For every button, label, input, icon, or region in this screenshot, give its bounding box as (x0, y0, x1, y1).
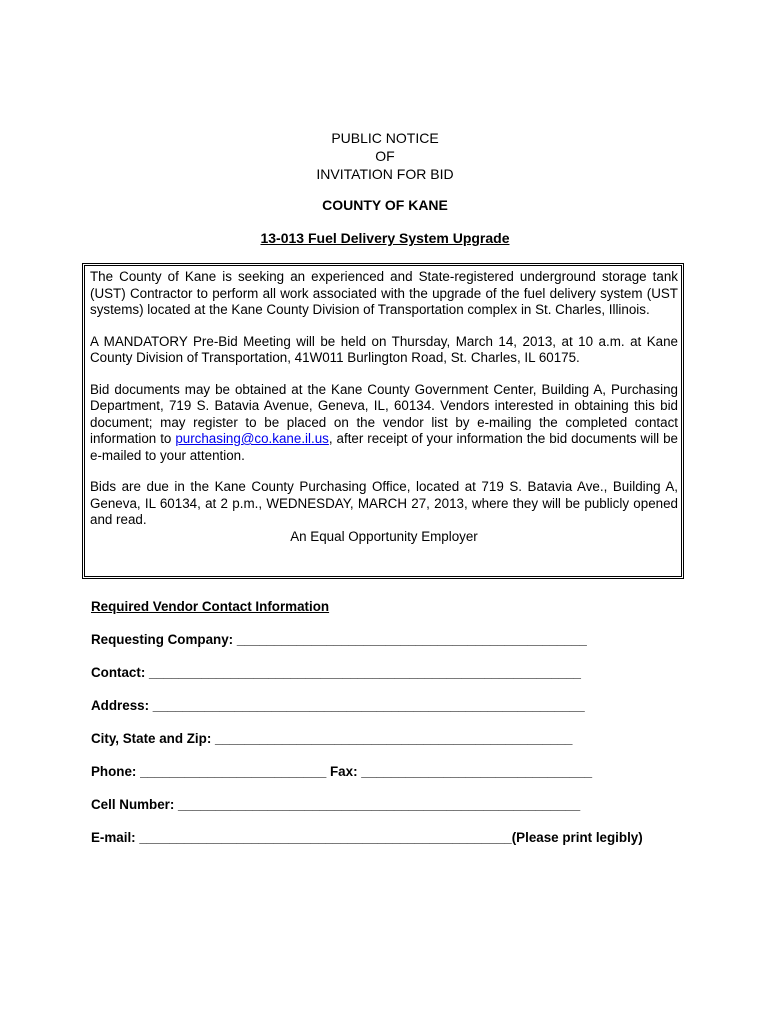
paragraph-3-text-after: , after receipt of your information the bid documents will be e-mailed to your attention. (90, 431, 678, 463)
address-field: Address: __________________________________________________________ (91, 698, 585, 713)
title-line-2: OF (375, 148, 395, 164)
paragraph-3-text-before: Bid documents may be obtained at the Kane County Government Center, Building A, Purchasing Department, 719 S. Batavia Avenue, Geneva, IL, 60134. Vendors interested in obtaining this bid document; may register to be placed on the vendor list by e-mailing the completed contact information to (90, 381, 678, 446)
county-name: COUNTY OF KANE (322, 197, 448, 213)
notice-paragraph-4: Bids are due in the Kane County Purchasing Office, located at 719 S. Batavia Ave., Building A, Geneva, IL 60134, at 2 p.m., WEDNESDAY, MARCH 27, 2013, where they will be publicly opened and read. (90, 479, 678, 527)
equal-opportunity-line: An Equal Opportunity Employer (290, 528, 478, 544)
notice-box (82, 263, 684, 579)
email-field: E-mail: __________________________________________________(Please print legibly) (91, 830, 643, 845)
notice-paragraph-2: A MANDATORY Pre-Bid Meeting will be held on Thursday, March 14, 2013, at 10 a.m. at Kane County Division of Transportation, 41W011 Burlington Road, St. Charles, IL 60175. (90, 333, 678, 365)
contact-field: Contact: __________________________________________________________ (91, 665, 581, 680)
purchasing-email-link[interactable]: purchasing@co.kane.il.us (175, 431, 329, 446)
vendor-contact-form (91, 599, 691, 863)
project-title: 13-013 Fuel Delivery System Upgrade (260, 230, 510, 246)
notice-paragraph-1: The County of Kane is seeking an experienced and State-registered underground storage tank (UST) Contractor to perform all work associated with the upgrade of the fuel delivery system (UST systems) located at the Kane County Division of Transportation complex in St. Charles, Illinois. (90, 269, 678, 317)
form-heading: Required Vendor Contact Information (91, 599, 330, 614)
city-state-zip-field: City, State and Zip: ________________________________________________ (91, 731, 573, 746)
notice-paragraph-3 (90, 382, 678, 465)
title-line-1: PUBLIC NOTICE (331, 130, 439, 146)
cell-number-field: Cell Number: ______________________________________________________ (91, 797, 581, 812)
title-line-3: INVITATION FOR BID (316, 166, 454, 182)
notice-header (0, 129, 770, 183)
phone-fax-field: Phone: _________________________ Fax: _______________________________ (91, 764, 593, 779)
requesting-company-field: Requesting Company: _______________________________________________ (91, 632, 587, 647)
